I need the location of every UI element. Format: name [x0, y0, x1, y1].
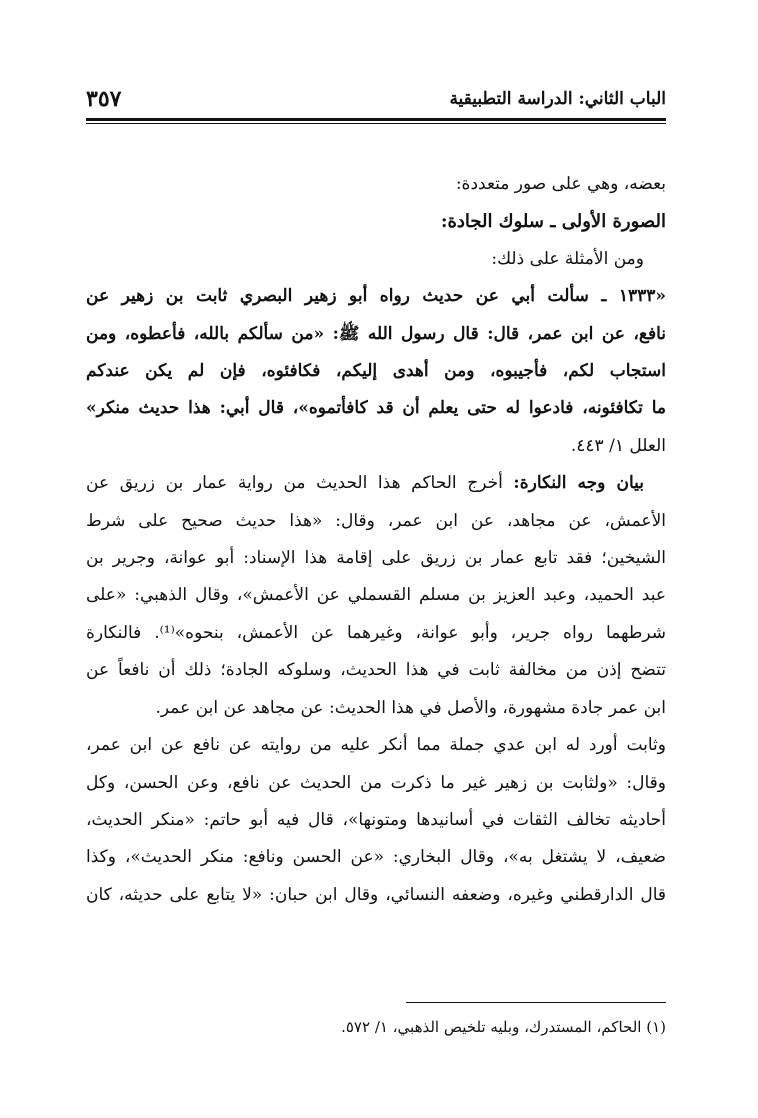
text-line: عبد الحميد، وعبد العزيز بن مسلم القسملي عن الأعمش»، وقال الذهبي: «على: [86, 585, 666, 606]
quote-line: «١٣٣٣ ـ سألت أبي عن حديث رواه أبو زهير البصري ثابت بن زهير عن: [86, 286, 666, 307]
section-heading: الصورة الأولى ـ سلوك الجادة:: [440, 211, 666, 233]
text-span: أخرج الحاكم هذا الحديث من رواية عمار بن زريق عن: [86, 473, 514, 494]
quote-line: ما تكافئونه، فادعوا له حتى يعلم أن قد كافأتموه»، قال أبي: هذا حديث منكر»: [86, 398, 666, 419]
text-line: أحاديثه تخالف الثقات في أسانيدها ومتونها»، قال فيه أبو حاتم: «منكر الحديث،: [86, 809, 666, 830]
text-line: الأعمش، عن مجاهد، عن ابن عمر، وقال: «هذا حديث صحيح على شرط: [86, 510, 666, 531]
header-rule: [86, 118, 666, 124]
main-text: [86, 166, 666, 914]
text-line: ابن عمر جادة مشهورة، والأصل في هذا الحديث: عن مجاهد عن ابن عمر.: [155, 697, 666, 718]
text-line: بعضه، وهي على صور متعددة:: [455, 174, 666, 194]
footnote: (١) الحاكم، المستدرك، وبليه تلخيص الذهبي، ١/ ٥٧٢.: [341, 1018, 666, 1036]
running-header-title: الباب الثاني: الدراسة التطبيقية: [449, 89, 666, 109]
bold-label: بيان وجه النكارة:: [513, 473, 645, 494]
quote-line: استجاب لكم، فأجيبوه، ومن أهدى إليكم، فكافئوه، فإن لم يكن عندكم: [86, 361, 666, 382]
text-line: وثابت أورد له ابن عدي جملة مما أنكر عليه من روايته عن نافع عن ابن عمر،: [86, 735, 666, 756]
page-header: [86, 84, 666, 114]
text-line: شرطهما رواه جرير، وأبو عوانة، وغيرهما عن الأعمش، بنحوه»⁽¹⁾. فالنكارة: [86, 622, 666, 643]
quote-line: نافع، عن ابن عمر، قال: قال رسول الله ﷺ: «من سألكم بالله، فأعطوه، ومن: [86, 323, 666, 344]
footnote-rule: [406, 1002, 666, 1003]
text-line: قال الدارقطني وغيره، وضعفه النسائي، وقال ابن حبان: «لا يتابع على حديثه، كان: [86, 884, 666, 905]
text-line: ضعيف، لا يشتغل به»، وقال البخاري: «عن الحسن ونافع: منكر الحديث»، وكذا: [86, 847, 666, 868]
text-line: [86, 465, 666, 502]
page-number: ٣٥٧: [86, 86, 122, 112]
text-line: ومن الأمثلة على ذلك:: [491, 248, 644, 269]
text-line: تتضح إذن من مخالفة ثابت في هذا الحديث، وسلوكه الجادة؛ ذلك أن نافعاً عن: [86, 660, 666, 681]
source-reference: العلل ١/ ٤٤٣.: [570, 435, 666, 456]
text-line: وقال: «ولثابت بن زهير غير ما ذكرت من الحديث عن نافع، وعن الحسن، وكل: [86, 772, 666, 793]
text-line: الشيخين؛ فقد تابع عمار بن زريق على إقامة هذا الإسناد: أبو عوانة، وجرير بن: [86, 548, 666, 569]
